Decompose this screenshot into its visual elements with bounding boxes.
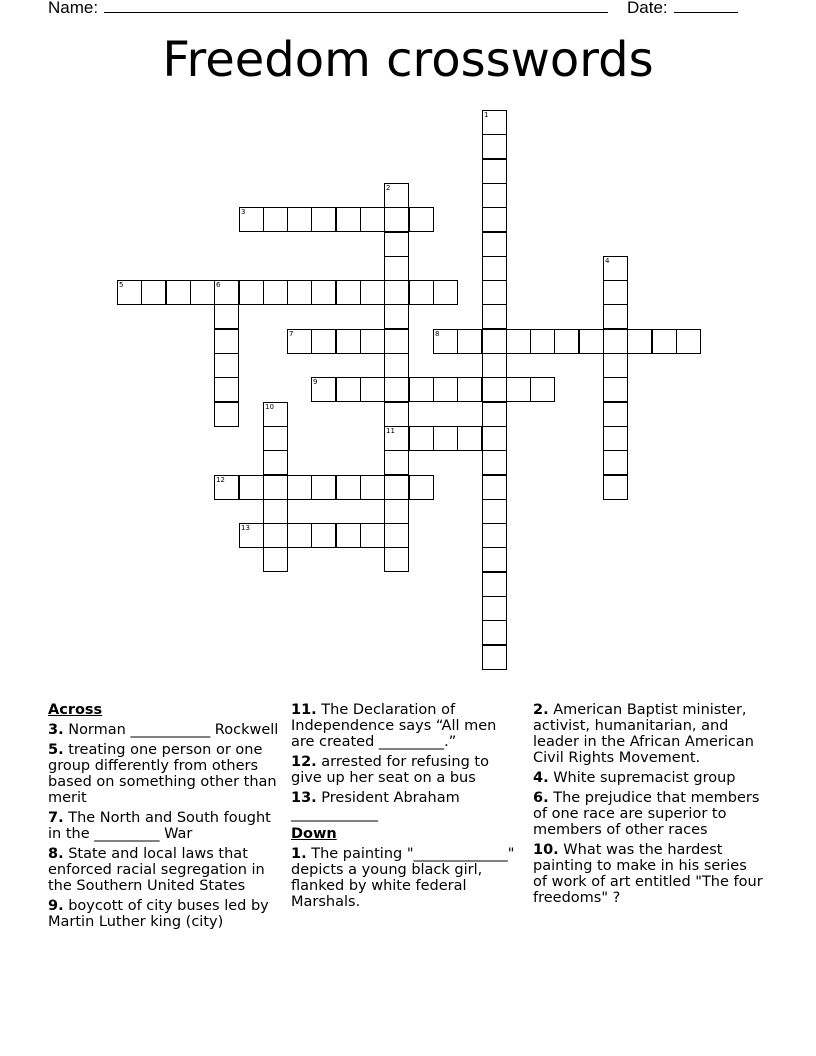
grid-cell[interactable]	[311, 207, 336, 232]
grid-cell[interactable]	[311, 280, 336, 305]
down-clue	[533, 842, 765, 906]
grid-cell[interactable]	[457, 377, 482, 402]
grid-cell[interactable]	[482, 450, 507, 475]
clue-number: 3	[241, 208, 246, 216]
clue-number: 13	[241, 524, 250, 532]
grid-cell[interactable]	[603, 304, 628, 329]
clue-number-label: 8.	[48, 846, 64, 862]
grid-cell[interactable]	[239, 523, 264, 548]
grid-cell[interactable]	[603, 329, 628, 354]
down-clue	[533, 770, 765, 786]
grid-cell[interactable]	[263, 523, 288, 548]
grid-cell[interactable]	[360, 523, 385, 548]
clue-number: 12	[216, 476, 225, 484]
grid-cell[interactable]	[360, 207, 385, 232]
across-clue	[291, 790, 523, 822]
across-heading: Across	[48, 702, 103, 718]
down-clue	[533, 790, 765, 838]
clue-text: The prejudice that members of one race are superior to members of other races	[533, 790, 760, 838]
grid-cell[interactable]	[482, 523, 507, 548]
grid-cell[interactable]	[603, 377, 628, 402]
clue-text: boycott of city buses led by Martin Luther king (city)	[48, 898, 269, 930]
clue-text: arrested for refusing to give up her seat on a bus	[291, 754, 489, 786]
down-heading: Down	[291, 826, 337, 842]
grid-cell[interactable]	[627, 329, 652, 354]
grid-cell[interactable]	[603, 426, 628, 451]
clue-number-label: 9.	[48, 898, 64, 914]
grid-cell[interactable]	[433, 426, 458, 451]
grid-cell[interactable]	[336, 377, 361, 402]
grid-cell[interactable]	[287, 280, 312, 305]
across-clue-list-continued	[291, 702, 523, 822]
grid-cell[interactable]	[603, 475, 628, 500]
grid-cell[interactable]	[336, 329, 361, 354]
grid-cell[interactable]	[384, 183, 409, 208]
grid-cell[interactable]	[287, 475, 312, 500]
grid-cell[interactable]	[263, 280, 288, 305]
grid-cell[interactable]	[384, 377, 409, 402]
grid-cell[interactable]	[482, 159, 507, 184]
grid-cell[interactable]	[263, 207, 288, 232]
clue-number: 2	[386, 184, 391, 192]
clue-number: 6	[216, 281, 221, 289]
grid-cell[interactable]	[166, 280, 191, 305]
grid-cell[interactable]	[482, 232, 507, 257]
grid-cell[interactable]	[360, 280, 385, 305]
grid-cell[interactable]	[482, 377, 507, 402]
clue-text: treating one person or one group differently from others based on something other than merit	[48, 742, 277, 806]
clue-number: 1	[484, 111, 489, 119]
grid-cell[interactable]	[214, 475, 239, 500]
grid-cell[interactable]	[214, 280, 239, 305]
across-clue	[48, 846, 280, 894]
date-label: Date:	[627, 0, 668, 17]
grid-cell[interactable]	[384, 256, 409, 281]
grid-cell[interactable]	[263, 475, 288, 500]
grid-cell[interactable]	[482, 596, 507, 621]
clue-number-label: 1.	[291, 846, 307, 862]
clue-text: Norman ___________ Rockwell	[63, 722, 279, 738]
grid-cell[interactable]	[214, 402, 239, 427]
grid-cell[interactable]	[409, 280, 434, 305]
grid-cell[interactable]	[409, 207, 434, 232]
grid-cell[interactable]	[287, 523, 312, 548]
clue-text: The Declaration of Independence says “All men are created _________.”	[291, 702, 497, 750]
grid-cell[interactable]	[214, 353, 239, 378]
clue-number-label: 4.	[533, 770, 549, 786]
clue-number: 4	[605, 257, 610, 265]
grid-cell[interactable]	[530, 377, 555, 402]
grid-cell[interactable]	[190, 280, 215, 305]
clue-number: 5	[119, 281, 124, 289]
grid-cell[interactable]	[239, 475, 264, 500]
grid-cell[interactable]	[336, 207, 361, 232]
grid-cell[interactable]	[652, 329, 677, 354]
down-clue-list	[291, 846, 523, 910]
down-clue-list-continued	[533, 702, 765, 906]
grid-cell[interactable]	[482, 402, 507, 427]
grid-cell[interactable]	[263, 402, 288, 427]
clue-text: White supremacist group	[548, 770, 736, 786]
clue-text: State and local laws that enforced racial segregation in the Southern United States	[48, 846, 265, 894]
grid-cell[interactable]	[409, 377, 434, 402]
grid-cell[interactable]	[384, 304, 409, 329]
across-clue	[48, 810, 280, 842]
grid-cell[interactable]	[214, 377, 239, 402]
clue-number: 7	[289, 330, 294, 338]
grid-cell[interactable]	[384, 402, 409, 427]
page-title: Freedom crosswords	[162, 32, 654, 88]
grid-cell[interactable]	[311, 329, 336, 354]
grid-cell[interactable]	[263, 450, 288, 475]
grid-cell[interactable]	[384, 280, 409, 305]
grid-cell[interactable]	[482, 304, 507, 329]
grid-cell[interactable]	[433, 280, 458, 305]
grid-cell[interactable]	[482, 183, 507, 208]
clue-text: The painting "_____________" depicts a young black girl, flanked by white federal Marshals.	[291, 846, 515, 910]
grid-cell[interactable]	[311, 523, 336, 548]
clue-number-label: 13.	[291, 790, 317, 806]
clues-column-3	[533, 702, 765, 910]
clue-number-label: 3.	[48, 722, 64, 738]
grid-cell[interactable]	[482, 207, 507, 232]
grid-cell[interactable]	[360, 329, 385, 354]
grid-cell[interactable]	[336, 475, 361, 500]
grid-cell[interactable]	[384, 475, 409, 500]
across-clue	[48, 722, 280, 738]
clues-column-2	[291, 702, 523, 914]
grid-cell[interactable]	[482, 499, 507, 524]
grid-cell[interactable]	[482, 620, 507, 645]
clue-number: 8	[435, 330, 440, 338]
grid-cell[interactable]	[482, 572, 507, 597]
grid-cell[interactable]	[457, 426, 482, 451]
clue-number-label: 10.	[533, 842, 559, 858]
down-clue	[291, 846, 523, 910]
across-clue	[291, 702, 523, 750]
grid-cell[interactable]	[384, 499, 409, 524]
grid-cell[interactable]	[360, 475, 385, 500]
clue-number: 9	[313, 378, 318, 386]
grid-cell[interactable]	[287, 329, 312, 354]
grid-cell[interactable]	[214, 304, 239, 329]
clue-number-label: 12.	[291, 754, 317, 770]
grid-cell[interactable]	[482, 329, 507, 354]
grid-cell[interactable]	[506, 329, 531, 354]
grid-cell[interactable]	[263, 426, 288, 451]
clue-number-label: 2.	[533, 702, 549, 718]
grid-cell[interactable]	[117, 280, 142, 305]
grid-cell[interactable]	[263, 547, 288, 572]
grid-cell[interactable]	[482, 547, 507, 572]
clue-number: 10	[265, 403, 274, 411]
grid-cell[interactable]	[239, 280, 264, 305]
grid-cell[interactable]	[554, 329, 579, 354]
grid-cell[interactable]	[482, 280, 507, 305]
grid-cell[interactable]	[360, 377, 385, 402]
grid-cell[interactable]	[384, 426, 409, 451]
grid-cell[interactable]	[311, 475, 336, 500]
grid-cell[interactable]	[384, 232, 409, 257]
grid-cell[interactable]	[457, 329, 482, 354]
grid-cell[interactable]	[336, 523, 361, 548]
grid-cell[interactable]	[603, 353, 628, 378]
grid-cell[interactable]	[482, 645, 507, 670]
grid-cell[interactable]	[482, 353, 507, 378]
grid-cell[interactable]	[482, 110, 507, 135]
clue-text: What was the hardest painting to make in his series of work of art entitled "The four freedoms" ?	[533, 842, 763, 906]
grid-cell[interactable]	[676, 329, 701, 354]
grid-cell[interactable]	[433, 377, 458, 402]
clue-number-label: 5.	[48, 742, 64, 758]
grid-cell[interactable]	[287, 207, 312, 232]
grid-cell[interactable]	[603, 280, 628, 305]
grid-cell[interactable]	[263, 499, 288, 524]
clue-text: The North and South fought in the _________ War	[48, 810, 271, 842]
grid-cell[interactable]	[384, 329, 409, 354]
grid-cell[interactable]	[141, 280, 166, 305]
clue-number-label: 11.	[291, 702, 317, 718]
grid-cell[interactable]	[530, 329, 555, 354]
grid-cell[interactable]	[482, 134, 507, 159]
grid-cell[interactable]	[384, 547, 409, 572]
grid-cell[interactable]	[482, 426, 507, 451]
grid-cell[interactable]	[214, 329, 239, 354]
grid-cell[interactable]	[482, 256, 507, 281]
grid-cell[interactable]	[384, 523, 409, 548]
down-clue	[533, 702, 765, 766]
grid-cell[interactable]	[384, 353, 409, 378]
across-clue	[291, 754, 523, 786]
grid-cell[interactable]	[384, 207, 409, 232]
grid-cell[interactable]	[311, 377, 336, 402]
grid-cell[interactable]	[603, 256, 628, 281]
grid-cell[interactable]	[409, 426, 434, 451]
clue-text: American Baptist minister, activist, humanitarian, and leader in the African American Civil Rights Movement.	[533, 702, 754, 766]
grid-cell[interactable]	[409, 475, 434, 500]
grid-cell[interactable]	[506, 377, 531, 402]
grid-cell[interactable]	[239, 207, 264, 232]
grid-cell[interactable]	[579, 329, 604, 354]
grid-cell[interactable]	[482, 475, 507, 500]
clue-number-label: 6.	[533, 790, 549, 806]
across-clue	[48, 898, 280, 930]
clue-number-label: 7.	[48, 810, 64, 826]
grid-cell[interactable]	[603, 402, 628, 427]
name-label: Name:	[48, 0, 99, 17]
across-clue-list	[48, 722, 280, 930]
grid-cell[interactable]	[603, 450, 628, 475]
grid-cell[interactable]	[433, 329, 458, 354]
clues-column-1	[48, 702, 280, 934]
clue-text: President Abraham ____________	[291, 790, 460, 822]
grid-cell[interactable]	[336, 280, 361, 305]
across-clue	[48, 742, 280, 806]
clue-number: 11	[386, 427, 395, 435]
grid-cell[interactable]	[384, 450, 409, 475]
